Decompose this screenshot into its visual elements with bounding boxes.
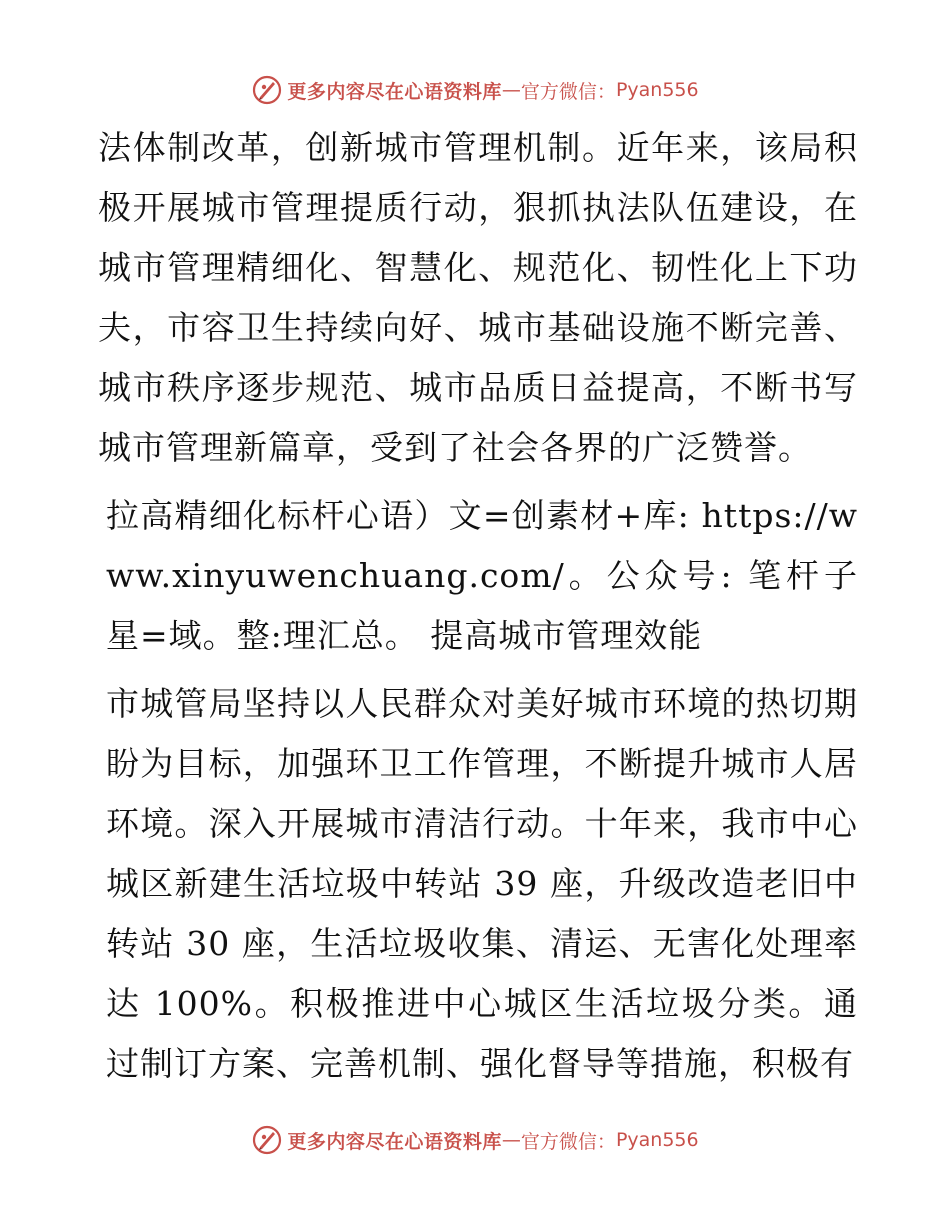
watermark-separator: —	[501, 1129, 521, 1151]
watermark-id-text: Pyan556	[615, 79, 699, 101]
footer-watermark	[0, 1120, 950, 1160]
paragraph-3: 市城管局坚持以人民群众对美好城市环境的热切期盼为目标，加强环卫工作管理，不断提升城市人居环境。深入开展城市清洁行动。十年来，我市中心城区新建生活垃圾中转站 39 座，升级改造老旧中转站 30 座，生活垃圾收集、清运、无害化处理率达 100%。积极推进中心城区生活垃圾分类。通过制订方案、完善机制、强化督导等措施，积极有	[106, 684, 858, 1083]
document-body	[98, 118, 858, 1094]
header-watermark	[0, 70, 950, 110]
quill-logo-icon	[251, 1124, 283, 1156]
watermark-main-text: 更多内容尽在心语资料库	[287, 1130, 502, 1153]
watermark-sub-text: 官方微信：	[520, 80, 616, 103]
quill-logo-icon	[251, 74, 283, 106]
paragraph-2: 拉高精细化标杆心语）文=创素材+库: https://www.xinyuwenchuang.com/。公众号: 笔杆子星=域。整:理汇总。 提高城市管理效能	[106, 496, 858, 655]
watermark-id-text: Pyan556	[615, 1129, 699, 1151]
watermark-main-text: 更多内容尽在心语资料库	[287, 80, 502, 103]
watermark-separator: —	[501, 79, 521, 101]
watermark-sub-text: 官方微信：	[520, 1130, 616, 1153]
paragraph-1: 法体制改革，创新城市管理机制。近年来，该局积极开展城市管理提质行动，狠抓执法队伍建设，在城市管理精细化、智慧化、规范化、韧性化上下功夫，市容卫生持续向好、城市基础设施不断完善、城市秩序逐步规范、城市品质日益提高，不断书写城市管理新篇章，受到了社会各界的广泛赞誉。	[98, 128, 858, 467]
